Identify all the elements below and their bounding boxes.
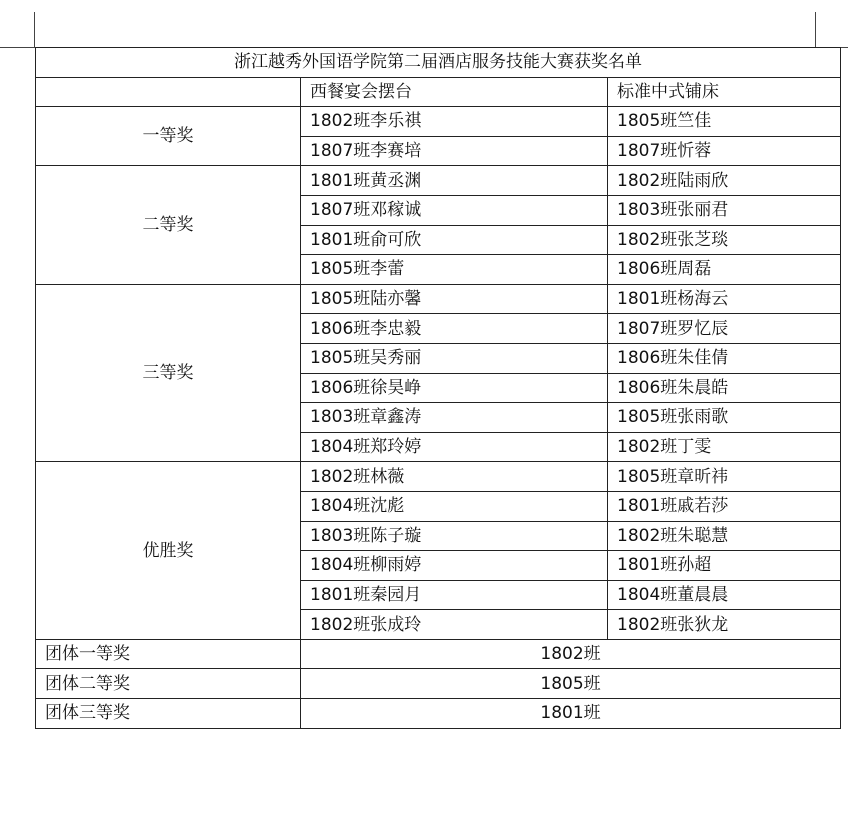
table-row xyxy=(36,462,841,492)
western-banquet-winner: 1803班章鑫涛 xyxy=(301,403,608,433)
team-award-row xyxy=(36,699,841,729)
page-corner-mark-right-vertical xyxy=(815,12,816,48)
western-banquet-winner: 1806班徐昊峥 xyxy=(301,373,608,403)
chinese-bedmaking-winner: 1805班竺佳 xyxy=(608,107,841,137)
page-corner-mark-left-horizontal xyxy=(0,47,34,48)
award-tier-label: 优胜奖 xyxy=(36,462,301,640)
table-row xyxy=(36,284,841,314)
table-row xyxy=(36,166,841,196)
title-row xyxy=(36,48,841,78)
team-award-class: 1801班 xyxy=(301,699,841,729)
western-banquet-winner: 1804班沈彪 xyxy=(301,491,608,521)
chinese-bedmaking-winner: 1805班章昕祎 xyxy=(608,462,841,492)
western-banquet-winner: 1801班俞可欣 xyxy=(301,225,608,255)
chinese-bedmaking-winner: 1807班罗忆辰 xyxy=(608,314,841,344)
chinese-bedmaking-winner: 1802班朱聪慧 xyxy=(608,521,841,551)
western-banquet-winner: 1805班李蕾 xyxy=(301,255,608,285)
chinese-bedmaking-winner: 1806班周磊 xyxy=(608,255,841,285)
award-tier-label: 三等奖 xyxy=(36,284,301,462)
western-banquet-winner: 1803班陈子璇 xyxy=(301,521,608,551)
header-event-western-banquet: 西餐宴会摆台 xyxy=(301,77,608,107)
chinese-bedmaking-winner: 1801班戚若莎 xyxy=(608,491,841,521)
western-banquet-winner: 1801班黄丞渊 xyxy=(301,166,608,196)
table-title: 浙江越秀外国语学院第二届酒店服务技能大赛获奖名单 xyxy=(36,48,841,78)
team-award-label: 团体三等奖 xyxy=(36,699,301,729)
western-banquet-winner: 1807班李赛培 xyxy=(301,136,608,166)
western-banquet-winner: 1807班邓稼诚 xyxy=(301,195,608,225)
chinese-bedmaking-winner: 1802班陆雨欣 xyxy=(608,166,841,196)
page-corner-mark-left-vertical xyxy=(34,12,35,48)
chinese-bedmaking-winner: 1807班忻蓉 xyxy=(608,136,841,166)
award-table xyxy=(35,47,841,729)
western-banquet-winner: 1802班林薇 xyxy=(301,462,608,492)
western-banquet-winner: 1805班陆亦馨 xyxy=(301,284,608,314)
team-award-class: 1802班 xyxy=(301,639,841,669)
team-award-class: 1805班 xyxy=(301,669,841,699)
chinese-bedmaking-winner: 1801班杨海云 xyxy=(608,284,841,314)
award-tier-label: 一等奖 xyxy=(36,107,301,166)
chinese-bedmaking-winner: 1801班孙超 xyxy=(608,551,841,581)
header-event-chinese-bedmaking: 标准中式铺床 xyxy=(608,77,841,107)
team-award-label: 团体二等奖 xyxy=(36,669,301,699)
chinese-bedmaking-winner: 1804班董晨晨 xyxy=(608,580,841,610)
chinese-bedmaking-winner: 1802班张狄龙 xyxy=(608,610,841,640)
western-banquet-winner: 1802班李乐祺 xyxy=(301,107,608,137)
western-banquet-winner: 1806班李忠毅 xyxy=(301,314,608,344)
western-banquet-winner: 1804班柳雨婷 xyxy=(301,551,608,581)
team-award-label: 团体一等奖 xyxy=(36,639,301,669)
chinese-bedmaking-winner: 1803班张丽君 xyxy=(608,195,841,225)
team-award-row xyxy=(36,669,841,699)
western-banquet-winner: 1804班郑玲婷 xyxy=(301,432,608,462)
western-banquet-winner: 1802班张成玲 xyxy=(301,610,608,640)
table-row xyxy=(36,107,841,137)
team-award-row xyxy=(36,639,841,669)
award-table-body xyxy=(36,48,841,729)
western-banquet-winner: 1801班秦园月 xyxy=(301,580,608,610)
chinese-bedmaking-winner: 1805班张雨歌 xyxy=(608,403,841,433)
chinese-bedmaking-winner: 1806班朱晨皓 xyxy=(608,373,841,403)
header-row xyxy=(36,77,841,107)
chinese-bedmaking-winner: 1802班张芝琰 xyxy=(608,225,841,255)
award-tier-label: 二等奖 xyxy=(36,166,301,284)
header-empty-cell xyxy=(36,77,301,107)
chinese-bedmaking-winner: 1806班朱佳倩 xyxy=(608,343,841,373)
chinese-bedmaking-winner: 1802班丁雯 xyxy=(608,432,841,462)
western-banquet-winner: 1805班吴秀丽 xyxy=(301,343,608,373)
